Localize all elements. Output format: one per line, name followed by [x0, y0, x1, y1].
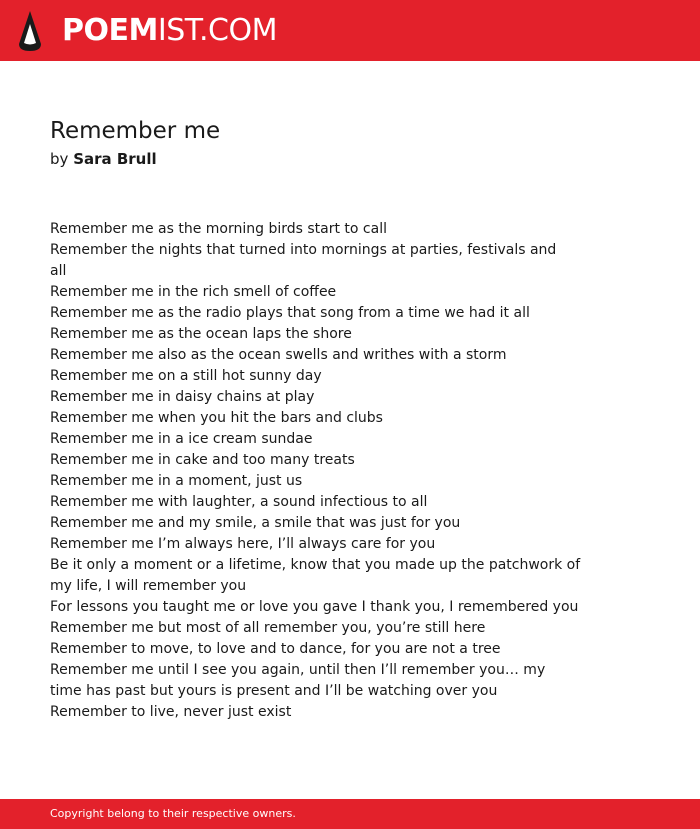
poem-line: Remember me in daisy chains at play — [50, 389, 315, 405]
poem-title: Remember me — [50, 118, 221, 144]
poem-line: Remember me I’m always here, I’ll always care for you — [50, 536, 436, 552]
poem-line: Remember me in the rich smell of coffee — [50, 284, 337, 300]
poem-line: Remember me as the radio plays that song from a time we had it all — [50, 305, 530, 321]
poem-line: Remember me in a moment, just us — [50, 473, 303, 489]
poem-line: Remember me also as the ocean swells and writhes with a storm — [50, 347, 507, 363]
poem-line: Remember the nights that turned into mornings at parties, festivals and — [50, 242, 557, 258]
poem-body — [50, 219, 580, 723]
author-name: Sara Brull — [73, 150, 157, 168]
pencil-tip-icon[interactable] — [18, 10, 42, 52]
poem-line: Remember me as the morning birds start to call — [50, 221, 387, 237]
poem-line: all — [50, 263, 67, 279]
byline — [50, 148, 157, 170]
logo-bold-text: POEM — [62, 13, 158, 48]
poem-line: Remember me and my smile, a smile that was just for you — [50, 515, 461, 531]
poem-line: Remember me in a ice cream sundae — [50, 431, 313, 447]
poem-line: time has past but yours is present and I’ll be watching over you — [50, 683, 498, 699]
poem-line: Remember me in cake and too many treats — [50, 452, 355, 468]
poem-line: Remember to move, to love and to dance, for you are not a tree — [50, 641, 501, 657]
byline-prefix: by — [50, 150, 69, 168]
poem-line: Remember me with laughter, a sound infectious to all — [50, 494, 428, 510]
poem-line: For lessons you taught me or love you gave I thank you, I remembered you — [50, 599, 579, 615]
logo-light-text: IST.COM — [157, 13, 277, 48]
poem-line: Remember to live, never just exist — [50, 704, 292, 720]
site-footer — [0, 799, 700, 829]
site-header — [0, 0, 700, 61]
site-logo[interactable] — [62, 13, 277, 49]
poem-line: Remember me but most of all remember you, you’re still here — [50, 620, 486, 636]
poem-line: Remember me on a still hot sunny day — [50, 368, 322, 384]
poem-line: Remember me as the ocean laps the shore — [50, 326, 352, 342]
poem-line: Be it only a moment or a lifetime, know that you made up the patchwork of — [50, 557, 581, 573]
poem-line: my life, I will remember you — [50, 578, 247, 594]
poem-line: Remember me when you hit the bars and clubs — [50, 410, 383, 426]
poem-line: Remember me until I see you again, until then I’ll remember you… my — [50, 662, 546, 678]
copyright-text: Copyright belong to their respective owners. — [50, 807, 296, 820]
